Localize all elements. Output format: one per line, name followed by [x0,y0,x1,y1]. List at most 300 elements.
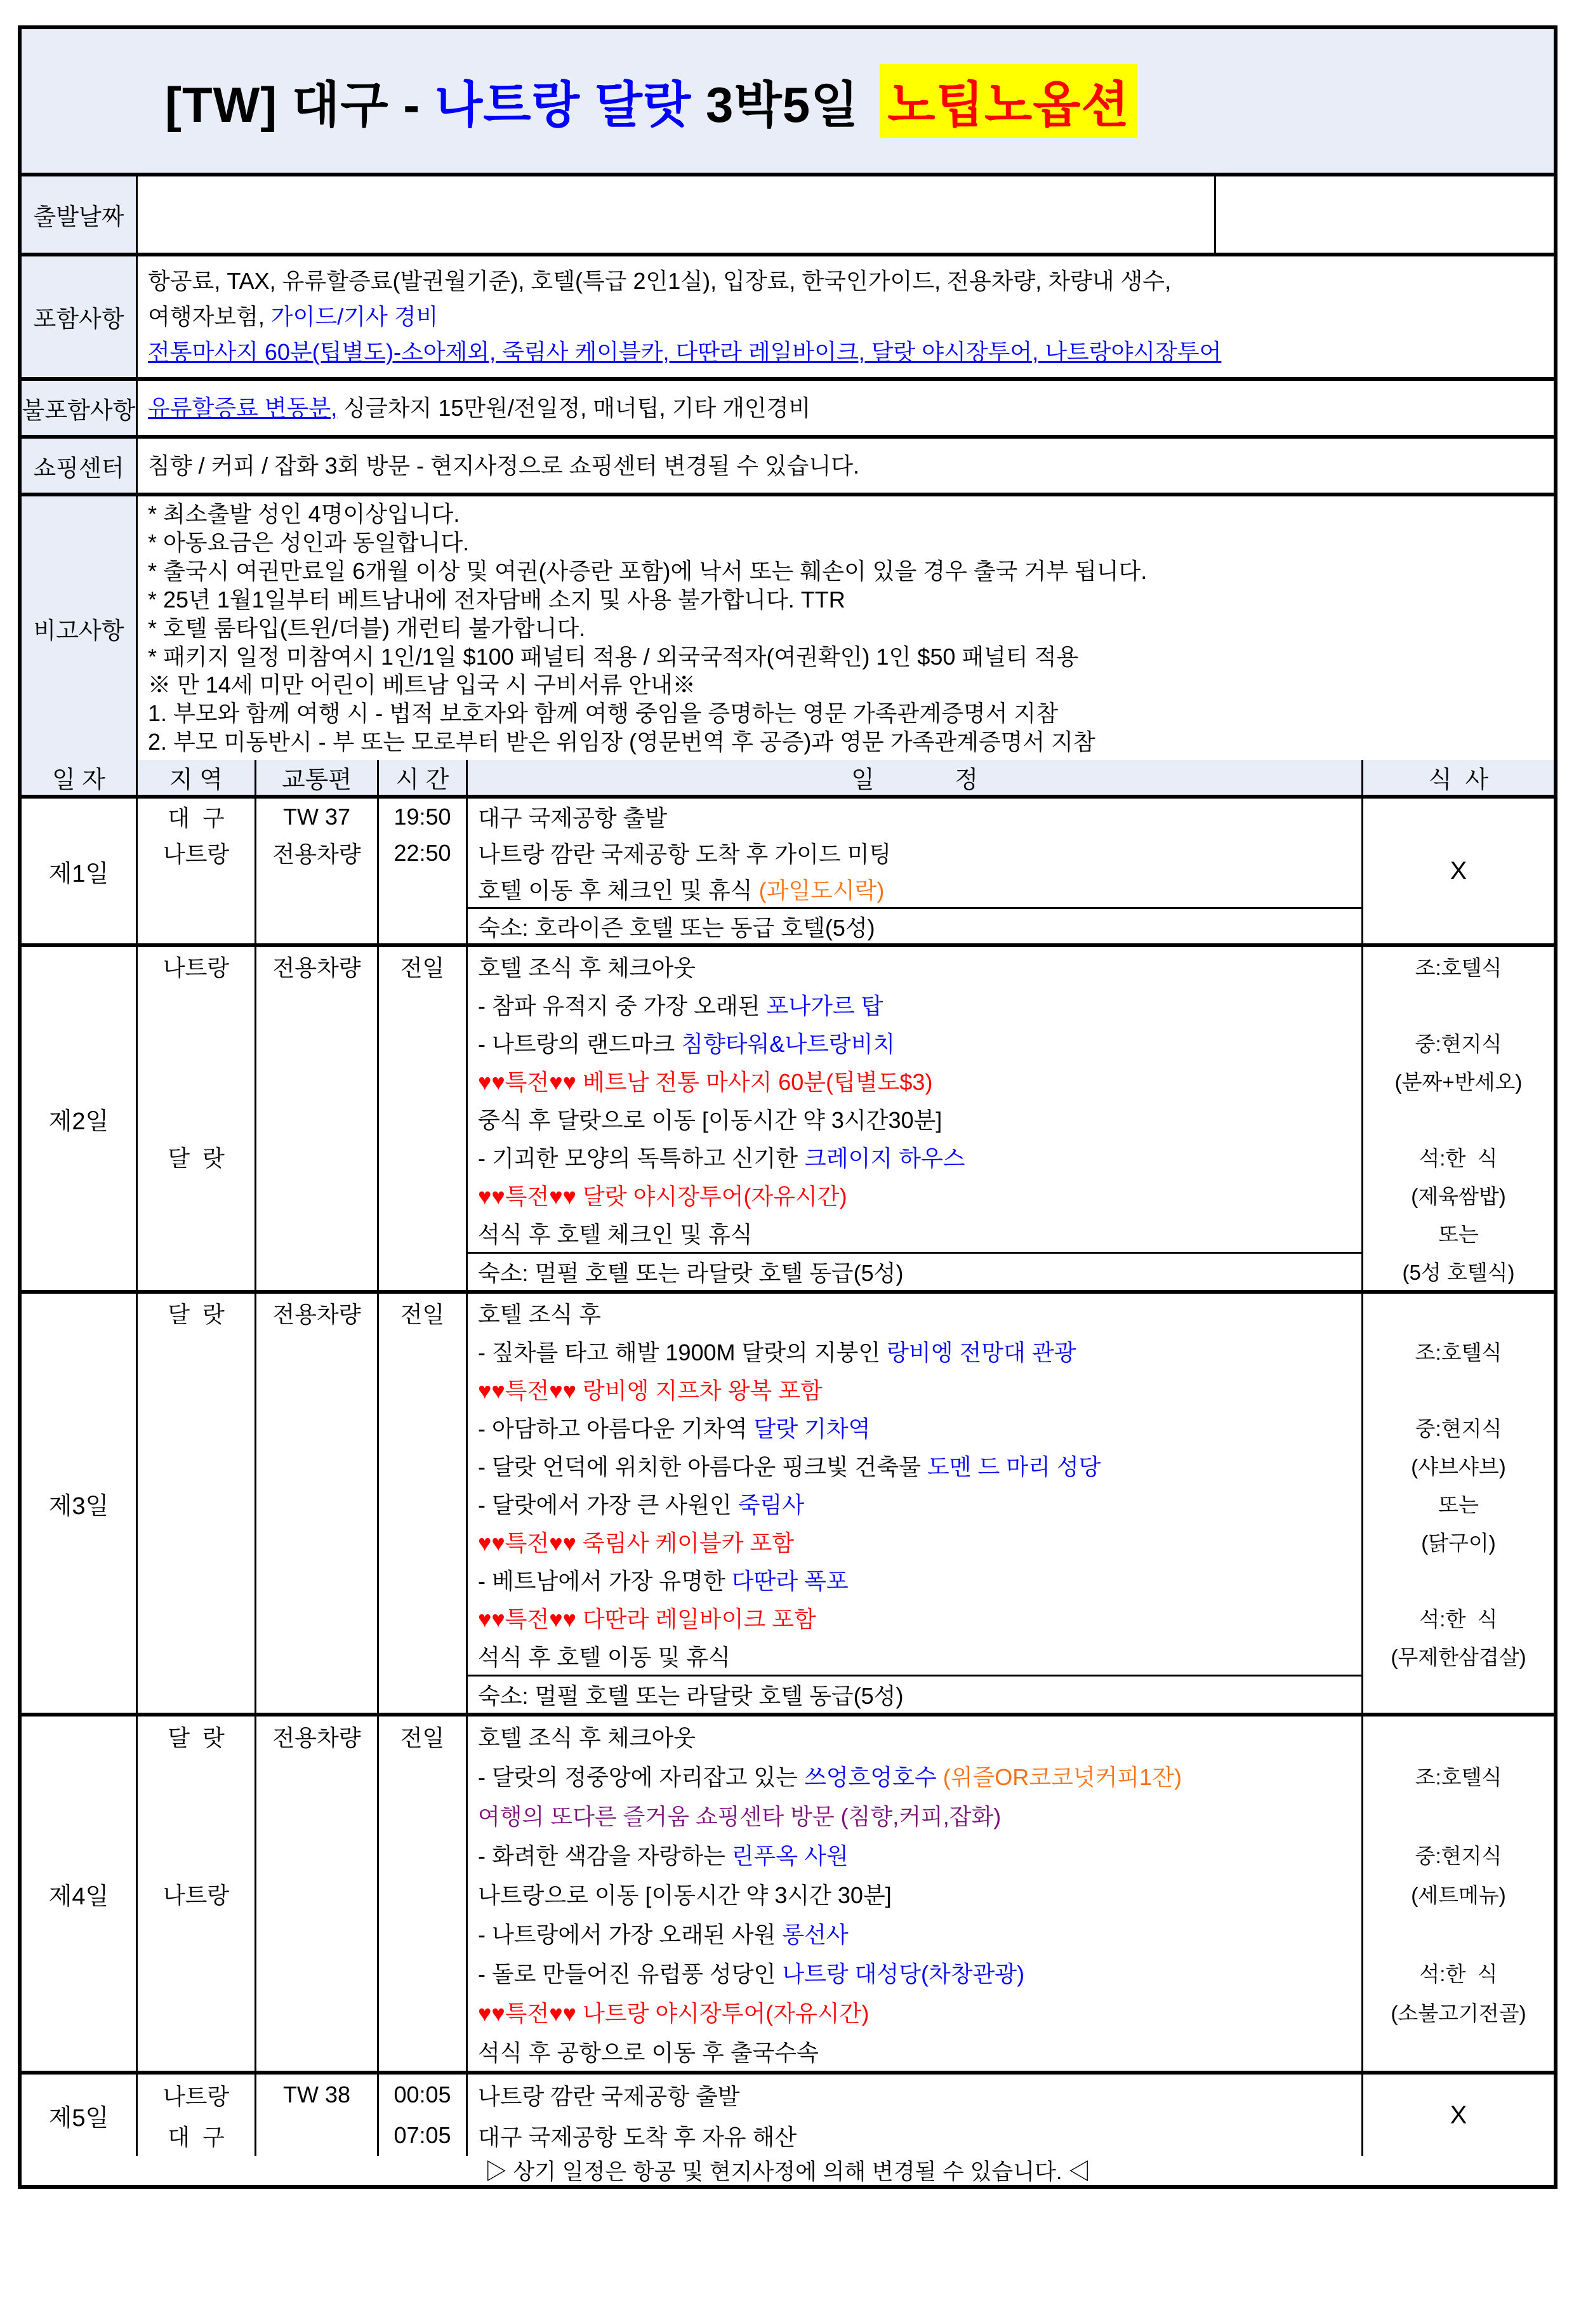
tour-itinerary-document [18,25,1557,2189]
transport-value [256,1874,377,1913]
transport-value [256,2115,377,2156]
time-value [379,1370,466,1408]
text-segment: 쓰엉흐엉호수 [804,1763,937,1790]
time-value [379,1637,466,1675]
meal-value: 중:현지식 [1415,1032,1502,1056]
transport-value [256,1637,377,1675]
text-segment: ♥♥특전♥♥ 다딴라 레일바이크 포함 [478,1605,816,1632]
transport-value [256,1953,377,1992]
region-column [138,947,256,1290]
time-value [379,1332,466,1370]
info-line [148,729,1544,755]
transport-value [256,1252,377,1290]
region-value [138,1913,255,1953]
footer-note-text: ▷ 상기 일정은 항공 및 현지사정에 의해 변경될 수 있습니다. ◁ [484,2160,1091,2184]
day-row [22,2075,1554,2156]
transport-value [256,1560,377,1598]
time-value [379,1252,466,1290]
info-row [22,256,1554,381]
text-segment: 나트랑 깜란 국제공항 도착 후 가이드 미팅 [478,841,892,867]
text-segment: 여행의 또다른 즐거움 쇼핑센타 방문 (침향,커피,잡화) [478,1803,1002,1829]
region-value [138,907,255,943]
schedule-line [468,1637,1361,1675]
region-value [138,1332,255,1370]
text-segment: 린푸옥 사원 [731,1842,849,1869]
transport-column [256,947,379,1290]
region-value: 달 랏 [168,1724,225,1751]
text-segment: 가이드/기사 경비 [270,303,439,330]
text-segment: 죽림사 [737,1491,805,1518]
info-line [148,453,1544,479]
time-value [379,1874,466,1913]
schedule-line [468,1598,1361,1637]
meal-column [1363,2075,1554,2156]
region-value: 대 구 [168,805,225,831]
info-line [148,672,1544,698]
text-segment: 도멘 드 마리 성당 [927,1453,1101,1480]
day-row [22,947,1554,1294]
schedule-column [468,2075,1363,2156]
day-row [22,1716,1554,2075]
text-segment: - 나트랑의 랜드마크 [478,1030,682,1057]
time-value [379,907,466,943]
text-segment: 롱선사 [782,1921,849,1948]
meal-value: 조:호텔식 [1415,955,1502,979]
schedule-line [468,1176,1361,1214]
time-column [379,1716,468,2071]
region-value: 나트랑 [162,954,230,981]
transport-value: 전용차량 [272,954,361,981]
text-segment: 랑비엥 전망대 관광 [887,1339,1076,1365]
meal-value: (제육쌈밥) [1411,1184,1506,1208]
schedule-line [468,1953,1361,1992]
schedule-line [468,1138,1361,1176]
transport-value [256,1992,377,2031]
text-segment: 침향 / 커피 / 잡화 3회 방문 - 현지사정으로 쇼핑센터 변경될 수 있습니다. [148,452,859,479]
lodging-line [468,1675,1361,1713]
meal-value: 중:현지식 [1415,1416,1502,1440]
info-line [148,615,1544,641]
day-row [22,1294,1554,1716]
text-segment: 숙소: 호라이즌 호텔 또는 동급 호텔(5성) [478,914,875,941]
info-line [148,529,1544,555]
text-segment: ♥♥특전♥♥ 달랏 야시장투어(자유시간) [478,1183,847,1209]
schedule-line [468,1795,1361,1835]
info-row [22,176,1554,256]
schedule-line [468,2075,1361,2115]
text-segment: ♥♥특전♥♥ 랑비엥 지프차 왕복 포함 [478,1377,823,1404]
time-value: 19:50 [394,803,451,830]
transport-value: TW 38 [282,2082,350,2108]
meal-value: X [1450,2101,1467,2129]
text-segment: ※ 만 14세 미만 어린이 베트남 입국 시 구비서류 안내※ [148,672,696,698]
region-column [138,1294,256,1713]
schedule-line [468,799,1361,835]
info-content [138,256,1554,377]
info-line [148,558,1544,584]
schedule-line [468,1560,1361,1598]
region-value [138,1176,255,1214]
transport-value [256,1332,377,1370]
transport-column [256,1716,379,2071]
time-value: 전일 [400,954,445,981]
time-column [379,1294,468,1713]
schedule-line [468,1992,1361,2031]
transport-column [256,1294,379,1713]
meal-value [1363,1370,1554,1408]
time-value [379,1099,466,1138]
meal-value [1363,1099,1554,1138]
info-line [148,395,1544,421]
info-line [148,339,1544,365]
lodging-line [468,907,1361,943]
transport-column [256,799,379,943]
meal-value [1363,1675,1554,1713]
text-segment: - 베트남에서 가장 유명한 [478,1567,732,1594]
text-segment: 호텔 조식 후 체크아웃 [478,1724,696,1751]
info-content [138,176,1554,253]
transport-value [256,1795,377,1835]
text-segment: 포나가르 탑 [766,992,883,1019]
text-segment: 전통마사지 60분(팁별도)-소아제외, 죽림사 케이블카, 다딴라 레일바이크, 달랏 야시장투어, 나트랑야시장투어 [148,339,1222,366]
time-value: 전일 [400,1301,445,1327]
meal-value: 또는 [1438,1492,1479,1517]
info-line [148,700,1544,726]
region-column [138,1716,256,2071]
time-value [379,871,466,907]
text-segment: - 달랏 언덕에 위치한 아름다운 핑크빛 건축물 [478,1453,927,1480]
text-segment: 석식 후 호텔 체크인 및 휴식 [478,1221,753,1247]
time-value [379,1560,466,1598]
meal-value: 석:한 식 [1419,1607,1498,1631]
transport-value [256,1913,377,1953]
meal-value [1363,1913,1554,1953]
text-segment: 나트랑 대성당(차창관광) [782,1960,1025,1987]
transport-value [256,1214,377,1252]
time-value [379,1522,466,1560]
info-line [148,501,1544,527]
info-line [148,268,1544,294]
text-segment: 침향타워&나트랑비치 [681,1030,896,1057]
transport-value: 전용차량 [272,1301,361,1327]
transport-value [256,1408,377,1446]
meal-value: 또는 [1438,1222,1479,1246]
text-segment: * 패키지 일정 미참여시 1인/1일 $100 패널티 적용 / 외국국적자(여권확인) 1인 $50 패널티 적용 [148,643,1079,670]
meal-value: (무제한삼겹살) [1391,1645,1526,1669]
text-segment: 석식 후 공항으로 이동 후 출국수속 [478,2039,819,2066]
footer-note [22,2156,1554,2185]
schedule-line [468,1835,1361,1874]
time-value [379,985,466,1023]
day-label: 제5일 [22,2075,138,2156]
departure-date-cell [138,176,1214,253]
info-row [22,496,1554,760]
time-column [379,947,468,1290]
transport-value [256,1099,377,1138]
text-segment: 1. 부모와 함께 여행 시 - 법적 보호자와 함께 여행 중임을 증명하는 영문 가족관계증명서 지참 [148,700,1058,727]
text-segment: - 기괴한 모양의 독특하고 신기한 [478,1145,805,1171]
region-value: 달 랏 [168,1145,225,1171]
region-value [138,1756,255,1795]
text-segment: * 호텔 룸타입(트윈/더블) 개런티 불가합니다. [148,614,586,641]
text-segment: (과일도시락) [758,877,885,903]
text-segment: - 나트랑에서 가장 오래된 사원 [478,1921,783,1948]
transport-value [256,1176,377,1214]
time-value [379,1138,466,1176]
schedule-line [468,1716,1361,1756]
text-segment: 호텔 이동 후 체크인 및 휴식 [478,877,759,903]
transport-value [256,1522,377,1560]
meal-value: (세트메뉴) [1411,1883,1506,1907]
text-segment: 2. 부모 미동반시 - 부 또는 모로부터 받은 위임장 (영문번역 후 공증)과 영문 가족관계증명서 지참 [148,729,1095,755]
schedule-line [468,1484,1361,1522]
info-line [148,644,1544,670]
text-segment: - 달랏에서 가장 큰 사원인 [478,1491,738,1518]
transport-value [256,1023,377,1061]
info-table [22,176,1554,760]
transport-value [256,1138,377,1176]
transport-value [256,1484,377,1522]
text-segment: 여행자보험, [148,303,271,330]
time-value [379,1023,466,1061]
schedule-column [468,947,1363,1290]
meal-value: (샤브샤브) [1411,1454,1506,1478]
text-segment: * 25년 1월1일부터 베트남내에 전자담배 소지 및 사용 불가합니다. TTR [148,586,845,613]
time-value [379,1598,466,1637]
region-value [138,1408,255,1446]
time-value [379,1795,466,1835]
schedule-column [468,1716,1363,2071]
meal-value [1363,1294,1554,1332]
transport-value: 전용차량 [272,841,361,867]
day-label: 제2일 [22,947,138,1290]
time-value [379,1835,466,1874]
time-value [379,1061,466,1099]
time-value: 전일 [400,1724,445,1751]
transport-value [256,1370,377,1408]
text-segment: 크레이지 하우스 [804,1145,965,1171]
time-value [379,1484,466,1522]
region-value: 달 랏 [168,1301,225,1327]
schedule-line [468,1756,1361,1795]
text-segment: - 돌로 만들어진 유럽풍 성당인 [478,1960,783,1987]
day-label: 제3일 [22,1294,138,1713]
info-row [22,381,1554,439]
text-segment: * 출국시 여권만료일 6개월 이상 및 여권(사증란 포함)에 낙서 또는 훼손이 있을 경우 출국 거부 됩니다. [148,558,1147,585]
info-label: 불포함사항 [22,381,138,435]
text-segment: 호텔 조식 후 체크아웃 [478,954,696,981]
schedule-line [468,1446,1361,1484]
time-value [379,1214,466,1252]
region-value [138,1061,255,1099]
region-value [138,2031,255,2071]
schedule-line [468,1099,1361,1138]
transport-value [256,2031,377,2071]
region-value [138,871,255,907]
region-value [138,1214,255,1252]
time-value [379,1953,466,1992]
time-value [379,1675,466,1713]
schedule-line [468,1332,1361,1370]
schedule-header-cell: 일 정 [468,760,1363,795]
schedule-column [468,1294,1363,1713]
transport-value [256,1756,377,1795]
transport-value [256,985,377,1023]
meal-value: 중:현지식 [1415,1843,1502,1868]
schedule-days [22,799,1554,2156]
time-value [379,1176,466,1214]
text-segment: - 달랏의 정중앙에 자리잡고 있는 [478,1763,805,1790]
schedule-line [468,1522,1361,1560]
transport-value [256,1675,377,1713]
info-line [148,587,1544,613]
text-segment: 나트랑으로 이동 [이동시간 약 3시간 30분] [478,1882,892,1908]
transport-value [256,1598,377,1637]
schedule-header-row [22,760,1554,799]
text-segment: 대구 국제공항 도착 후 자유 해산 [478,2123,797,2150]
schedule-line [468,947,1361,985]
text-segment: 숙소: 멀펄 호텔 또는 라달랏 호텔 동급(5성) [478,1683,904,1709]
meal-column [1363,799,1554,943]
text-segment: ♥♥특전♥♥ 베트남 전통 마사지 60분(팁별도$3) [478,1068,933,1095]
meal-value [1363,985,1554,1023]
info-label: 쇼핑센터 [22,439,138,493]
meal-value: 석:한 식 [1419,1146,1498,1170]
text-segment: [TW] 대구 - [165,77,435,133]
info-content [138,496,1554,760]
day-label: 제4일 [22,1716,138,2071]
transport-value: 전용차량 [272,1724,361,1751]
meal-column [1363,947,1554,1290]
text-segment: 항공료, TAX, 유류할증료(발권월기준), 호텔(특급 2인1실), 입장료, 한국인가이드, 전용차량, 차량내 생수, [148,268,1172,295]
schedule-line [468,1874,1361,1913]
meal-column [1363,1294,1554,1713]
schedule-line [468,1294,1361,1332]
time-value [379,1992,466,2031]
schedule-line [468,1370,1361,1408]
info-label: 출발날짜 [22,176,138,253]
text-segment: 싱글차지 15만원/전일정, 매너팁, 기타 개인경비 [337,394,811,421]
schedule-header-cell: 식 사 [1363,760,1554,795]
text-segment: * 아동요금은 성인과 동일합니다. [148,529,470,556]
meal-value [1363,1795,1554,1835]
info-row [22,439,1554,496]
text-segment: - 참파 유적지 중 가장 오래된 [478,992,767,1019]
meal-value: X [1450,856,1467,885]
time-value [379,1913,466,1953]
region-value [138,1637,255,1675]
region-value [138,1795,255,1835]
region-value [138,1675,255,1713]
time-value [379,2031,466,2071]
region-value [138,1953,255,1992]
region-value [138,1522,255,1560]
text-segment: 나트랑 깜란 국제공항 출발 [478,2083,740,2109]
schedule-line [468,1023,1361,1061]
region-value: 나트랑 [162,2083,230,2109]
region-value [138,1446,255,1484]
meal-column [1363,1716,1554,2071]
time-value: 22:50 [394,839,451,866]
text-segment: ♥♥특전♥♥ 죽림사 케이블카 포함 [478,1529,795,1556]
meal-value [1363,2031,1554,2071]
info-content [138,381,1554,435]
schedule-header-cell: 시 간 [379,760,468,795]
document-title [22,29,1554,176]
meal-value: (닭구이) [1421,1531,1496,1555]
schedule-line [468,1214,1361,1252]
text-segment: 3박5일 [691,77,874,133]
region-column [138,799,256,943]
region-value [138,1099,255,1138]
meal-value: 조:호텔식 [1415,1340,1502,1364]
region-value [138,1370,255,1408]
schedule-line [468,835,1361,871]
meal-value: 석:한 식 [1419,1962,1498,1986]
region-value: 대 구 [168,2123,225,2150]
region-column [138,2075,256,2156]
transport-value [256,1835,377,1874]
text-segment: 유류할증료 변동분, [148,394,338,421]
text-segment: 달랏 기차역 [753,1415,871,1442]
text-segment: ♥♥특전♥♥ 나트랑 야시장투어(자유시간) [478,2000,870,2026]
info-content [138,439,1554,493]
meal-value: (분짜+반세오) [1394,1070,1523,1094]
schedule-header-cell: 지 역 [138,760,256,795]
day-label: 제1일 [22,799,138,943]
transport-value [256,1061,377,1099]
meal-value: (5성 호텔식) [1402,1260,1515,1284]
schedule-column [468,799,1363,943]
region-value [138,1484,255,1522]
info-label: 비고사항 [22,496,138,760]
time-value: 00:05 [394,2082,451,2108]
title-badge: 노팁노옵션 [880,64,1137,138]
text-segment: 호텔 조식 후 [478,1301,601,1327]
text-segment: 숙소: 멀펄 호텔 또는 라달랏 호텔 동급(5성) [478,1260,904,1286]
schedule-header-cell: 교통편 [256,760,379,795]
meal-value: (소불고기전골) [1391,2001,1526,2025]
region-value [138,1252,255,1290]
text-segment: 대구 국제공항 출발 [478,805,668,831]
lodging-line [468,1252,1361,1290]
schedule-line [468,1061,1361,1099]
info-line [148,303,1544,329]
region-value [138,1992,255,2031]
region-value [138,1835,255,1874]
time-column [379,2075,468,2156]
text-segment: 다딴라 폭포 [731,1567,849,1594]
transport-column [256,2075,379,2156]
transport-value: TW 37 [282,803,350,830]
schedule-line [468,1408,1361,1446]
schedule-line [468,1913,1361,1953]
region-value: 나트랑 [162,1882,230,1908]
schedule-line [468,871,1361,907]
region-value: 나트랑 [162,841,230,867]
region-value [138,1023,255,1061]
text-segment: 나트랑 달랏 [434,77,692,133]
schedule-line [468,985,1361,1023]
departure-date-cell [1214,176,1554,253]
schedule-header-cell: 일 자 [22,760,138,795]
text-segment: - 짚차를 타고 해발 1900M 달랏의 지붕인 [478,1339,887,1365]
info-label: 포함사항 [22,256,138,377]
transport-value [256,1446,377,1484]
region-value [138,985,255,1023]
meal-value: 조:호텔식 [1415,1765,1502,1789]
transport-value [256,871,377,907]
